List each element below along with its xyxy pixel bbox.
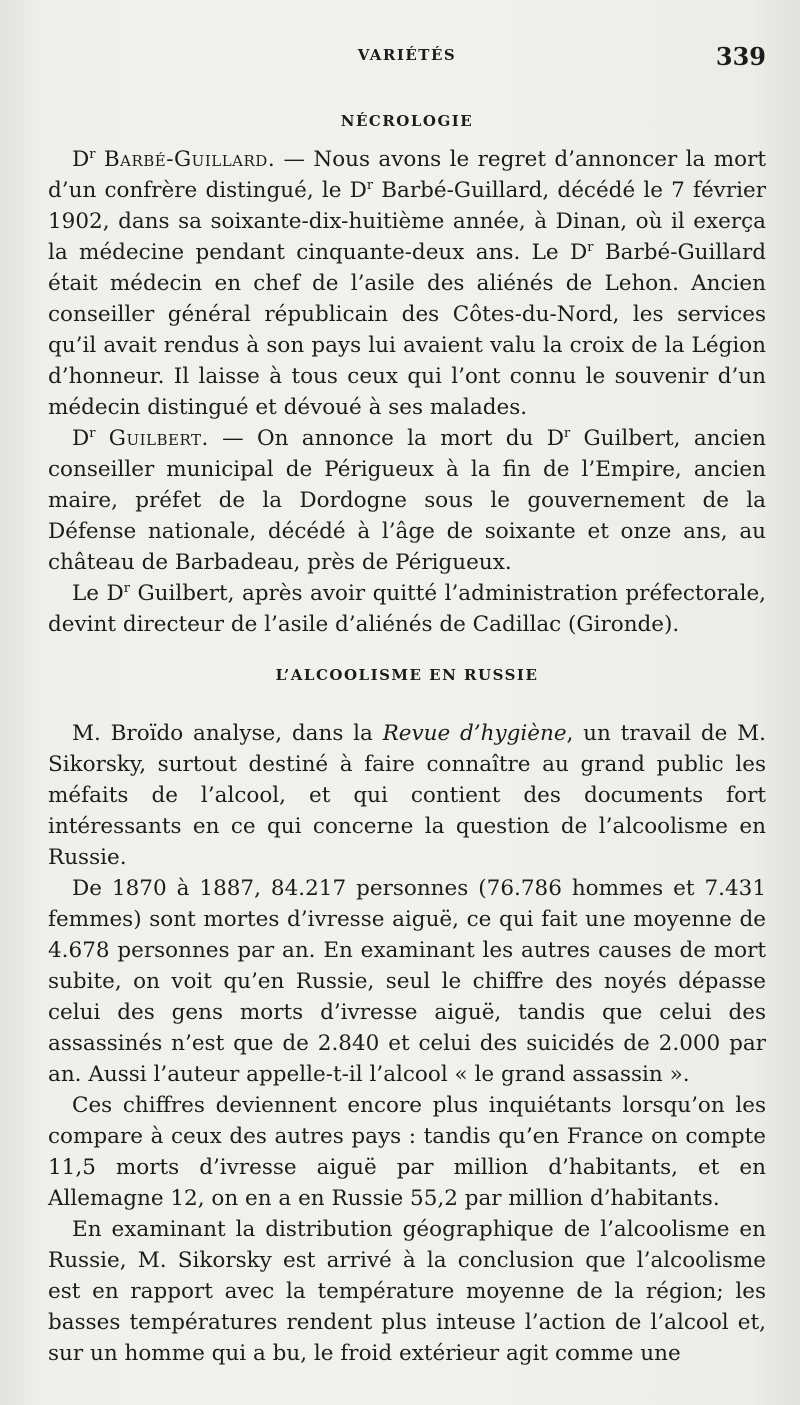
text-segment: M. Broïdo analyse, dans la [72, 721, 383, 746]
doctor-abbrev-sup: r [89, 146, 96, 162]
doctor-abbrev-sup: r [123, 580, 130, 596]
doctor-abbrev-sup: r [563, 425, 571, 441]
journal-title: Revue d’hygiène [382, 721, 567, 746]
paragraph-guilbert-career [48, 578, 766, 640]
text-segment: Guilbert, ancien conseiller municipal de Périgueux à la fin de l’Empire, ancien maire, préfet de la Dordogne sous le gouvernement de la Défense nationale, décédé à l’âge de soixante et onze ans, au château de Barbadeau, près de Périgueux. [48, 426, 766, 575]
paragraph-barbe-guillard [48, 144, 766, 423]
doctor-abbrev: D [72, 426, 90, 451]
section-title-necrologie: NÉCROLOGIE [340, 112, 474, 130]
paragraph-geography: En examinant la distribution géographique de l’alcoolisme en Russie, M. Sikorsky est arrivé à la conclusion que l’alcoolisme est en rapport avec la température moyenne de la région; les basses températures rendent plus inteuse l’action de l’alcool et, sur un homme qui a bu, le froid extérieur agit comme une [48, 1217, 766, 1366]
doctor-abbrev: D [72, 147, 90, 172]
page-header [48, 42, 766, 78]
paragraph-broido [48, 718, 766, 873]
section-title-alcoolisme: L’ALCOOLISME EN RUSSIE [275, 666, 539, 684]
text-segment: — Nous avons le regret d’annoncer la mort d’un confrère distingué, le D [48, 147, 766, 203]
text-segment: Barbé-Guillard était médecin en chef de l’asile des aliénés de Lehon. Ancien conseiller général républicain des Côtes-du-Nord, les services qu’il avait rendus à son pays lui avaient valu la croix de la Légion d’honneur. Il laisse à tous ceux qui l’ont connu le souvenir d’un médecin distingué et dévoué à ses malades. [48, 240, 766, 420]
person-name: Barbé-Guillard. [103, 147, 276, 172]
page-body [48, 112, 766, 1369]
running-head: VARIÉTÉS [357, 46, 457, 64]
text-segment: Guilbert, après avoir quitté l’administration préfectorale, devint directeur de l’asile d’aliénés de Cadillac (Gironde). [48, 581, 767, 637]
text-segment: , un travail de M. Sikorsky, surtout destiné à faire connaître au grand public les méfaits de l’alcool, et qui contient des documents fort intéressants en ce qui concerne la question de l’alcoolisme en Russie. [48, 721, 766, 870]
text-segment: — On annonce la mort du D [208, 426, 564, 451]
doctor-abbrev-sup: r [587, 239, 594, 255]
person-name: Guilbert. [108, 426, 209, 451]
paragraph-statistics: De 1870 à 1887, 84.217 personnes (76.786 hommes et 7.431 femmes) sont mortes d’ivresse aiguë, ce qui fait une moyenne de 4.678 personnes par an. En examinant les autres causes de mort subite, on voit qu’en Russie, seul le chiffre des noyés dépasse celui des gens morts d’ivresse aiguë, tandis que celui des assassinés n’est que de 2.840 et celui des suicidés de 2.000 par an. Aussi l’auteur appelle-t-il l’alcool « le grand assassin ». [48, 876, 766, 1087]
doctor-abbrev-sup: r [89, 425, 96, 441]
text-segment: Barbé-Guillard, décédé le 7 février 1902, dans sa soixante-dix-huitième année, à Dinan, où il exerça la médecine pendant cinquante-deux ans. Le D [48, 178, 766, 265]
page-number: 339 [715, 42, 766, 71]
paragraph-guilbert [48, 423, 766, 578]
paragraph-comparison: Ces chiffres deviennent encore plus inquiétants lorsqu’on les compare à ceux des autres pays : tandis qu’en France on compte 11,5 morts d’ivresse aiguë par million d’habitants, et en Allemagne 12, on en a en Russie 55,2 par million d’habitants. [48, 1093, 766, 1211]
text-segment: Le D [72, 581, 124, 606]
doctor-abbrev-sup: r [366, 177, 374, 193]
